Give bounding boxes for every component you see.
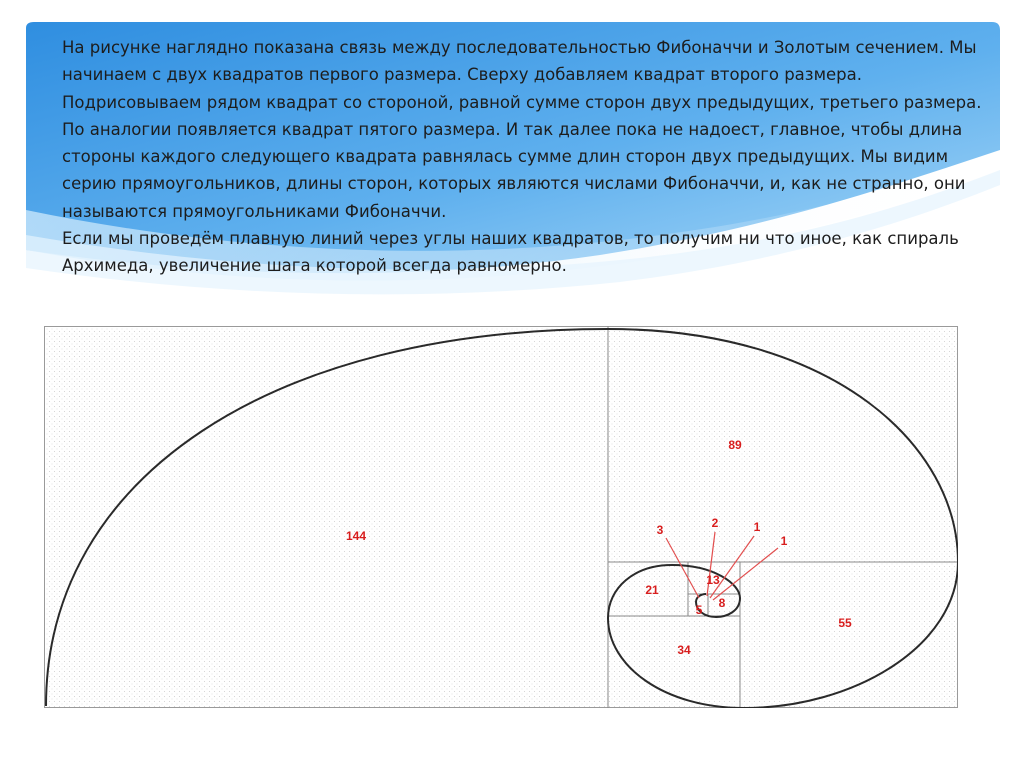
callout-label-3: 3 — [656, 523, 664, 537]
intro-text — [62, 34, 982, 280]
square-label-21: 21 — [645, 583, 659, 597]
square-label-8: 8 — [718, 596, 726, 610]
callout-label-1a: 1 — [753, 520, 761, 534]
callout-label-1b: 1 — [780, 534, 788, 548]
square-label-89: 89 — [728, 438, 742, 452]
square-label-55: 55 — [838, 616, 852, 630]
fibonacci-spiral-diagram — [44, 326, 958, 708]
square-label-144: 144 — [345, 529, 367, 543]
paragraph-spiral: Если мы проведём плавную линий через углы наших квадратов, то получим ни что иное, как спираль Архимеда, увеличение шага которой всегда равномерно. — [62, 229, 959, 276]
square-label-13: 13 — [706, 573, 720, 587]
figure-background — [44, 326, 958, 708]
square-label-34: 34 — [677, 643, 691, 657]
square-label-5: 5 — [695, 603, 703, 617]
paragraph-fibonacci: На рисунке наглядно показана связь между последовательностью Фибоначчи и Золотым сечением. Мы начинаем с двух квадратов первого размера. Сверху добавляем квадрат второго размера. Подрисовываем рядом квадрат со стороной, равной сумме сторон двух предыдущих, третьего размера. По аналогии появляется квадрат пятого размера. И так далее пока не надоест, главное, чтобы длина стороны каждого следующего квадрата равнялась сумме длин сторон двух предыдущих. Мы видим серию прямоугольников, длины сторон, которых являются числами Фибоначчи, и, как не странно, они называются прямоугольниками Фибоначчи. — [62, 38, 982, 221]
callout-label-2: 2 — [711, 516, 719, 530]
